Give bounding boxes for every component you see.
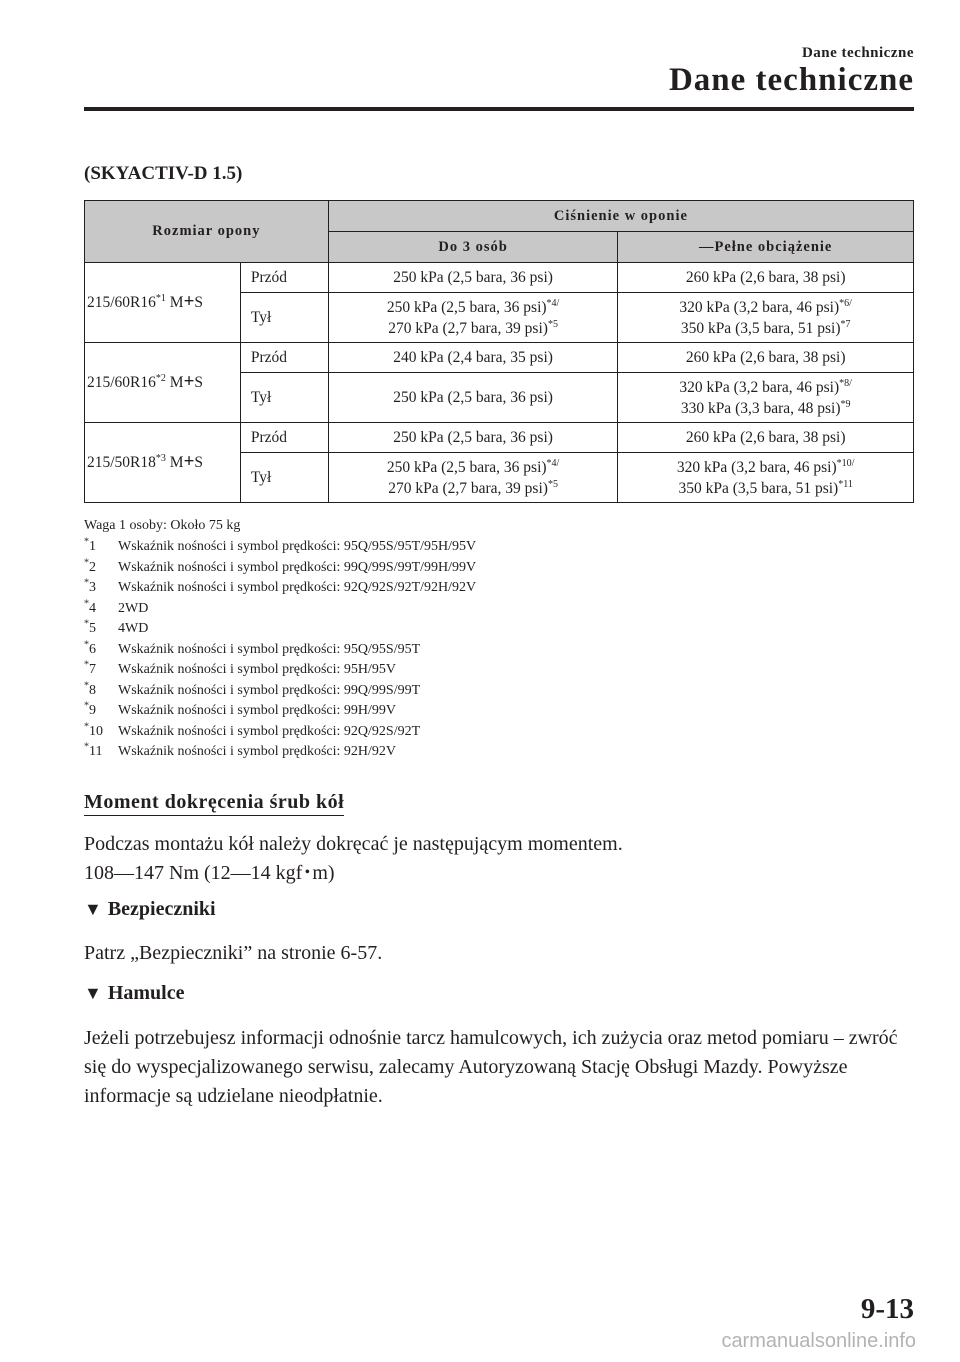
pressure-cell: 320 kPa (3,2 bara, 46 psi)$^{*6/}$ 350 kPa (3,5 bara, 51 psi)$^{*7}$ [618,293,914,343]
header-section: Dane techniczne [801,45,914,61]
tyre-pressure-table [84,200,914,503]
footnote-item [84,578,476,599]
brakes-text: Jeżeli potrzebujesz informacji odnośnie tarcz hamulcowych, ich zużycia oraz metod pomiaru – zwróć się do wyspecjalizowanego serwisu, zalecamy Autoryzowaną Stację Obsługi Mazdy. Powyższe informacje są udzielane nieodpłatnie. [84,1027,898,1107]
footnote-item [84,619,476,640]
footnote-marker: *5 [84,618,96,636]
footnote-item [84,537,476,558]
footnote-item [84,681,476,702]
position-front: Przód [240,263,328,293]
footnote-text: Wskaźnik nośności i symbol prędkości: 92Q/92S/92T [118,723,421,739]
plus-sign-icon: + [183,291,195,312]
footnote-text: 2WD [118,600,149,616]
pressure-cell: 260 kPa (2,6 bara, 38 psi) [618,343,914,373]
footnote-item [84,660,476,681]
plus-sign-icon: + [183,371,195,392]
footnote-marker: *1 [84,536,96,554]
footnote-text: Wskaźnik nośności i symbol prędkości: 95Q/95S/95T [118,641,421,657]
footnote-text: Wskaźnik nośności i symbol prędkości: 99Q/99S/99T/99H/99V [118,559,477,575]
footnote-item [84,742,476,763]
pressure-cell: 250 kPa (2,5 bara, 36 psi)$^{*4/}$ 270 kPa (2,7 bara, 39 psi)$^{*5}$ [328,293,618,343]
footnote-text: 4WD [118,621,149,636]
pressure-cell: 240 kPa (2,4 bara, 35 psi) [328,343,618,373]
tyre-size-cell: 215/60R16$^{*1}$ M+S [85,263,241,343]
position-rear: Tył [240,293,328,343]
pressure-cell: 260 kPa (2,6 bara, 38 psi) [618,263,914,293]
footnote-text: Wskaźnik nośności i symbol prędkości: 92H/92V [118,744,397,759]
torque-text: Podczas montażu kół należy dokręcać je następującym momentem. 108―147 Nm (12―14 kgf･m) [84,833,623,884]
footnote-marker: *9 [84,700,96,718]
footnote-item [84,701,476,722]
position-rear: Tył [240,373,328,423]
footnote-marker: *11 [84,741,103,759]
pressure-cell: 320 kPa (3,2 bara, 46 psi)$^{*8/}$ 330 kPa (3,3 bara, 48 psi)$^{*9}$ [618,373,914,423]
footnote-marker: *2 [84,556,96,575]
footnote-marker: *8 [84,679,96,698]
footnote-text: Wskaźnik nośności i symbol prędkości: 92Q/92S/92T/92H/92V [118,580,477,595]
footnote-marker: *6 [84,638,96,657]
col-upto3: Do 3 osób [328,232,618,263]
footnote-marker: *7 [84,659,96,677]
triangle-down-icon: ▼ [84,899,102,919]
footnote-marker: *10 [84,720,103,739]
footnote-marker: *4 [84,597,96,616]
position-front: Przód [240,423,328,453]
footnote-text: Wskaźnik nośności i symbol prędkości: 99H/99V [118,703,397,718]
page-number: 9-13 [860,1293,914,1325]
pressure-cell: 320 kPa (3,2 bara, 46 psi)$^{*10/}$ 350 kPa (3,5 bara, 51 psi)$^{*11}$ [618,453,914,503]
col-tyre-size: Rozmiar opony [85,201,329,263]
col-pressure: Ciśnienie w oponie [328,201,913,232]
footnote-item [84,640,476,661]
pressure-cell: 260 kPa (2,6 bara, 38 psi) [618,423,914,453]
plus-sign-icon: + [183,451,195,472]
col-full-load: ―Pełne obciążenie [618,232,914,263]
position-rear: Tył [240,453,328,503]
footnote-item [84,722,476,743]
brakes-heading: ▼ Hamulce [84,982,185,1004]
header-rule [84,107,914,111]
fuses-text: Patrz „Bezpieczniki” na stronie 6-57. [84,942,383,964]
pressure-cell: 250 kPa (2,5 bara, 36 psi) [328,373,618,423]
footnotes-list [84,537,476,763]
position-front: Przód [240,343,328,373]
fuses-heading: ▼ Bezpieczniki [84,898,216,920]
pressure-cell: 250 kPa (2,5 bara, 36 psi) [328,423,618,453]
footnote-text: Wskaźnik nośności i symbol prędkości: 95H/95V [118,662,397,677]
tyre-size-cell: 215/60R16$^{*2}$ M+S [85,343,241,423]
tyre-size-cell: 215/50R18$^{*3}$ M+S [85,423,241,503]
chapter-title: Dane techniczne [668,62,914,98]
footnote-item [84,558,476,579]
footnote-text: Wskaźnik nośności i symbol prędkości: 99Q/99S/99T [118,682,421,698]
pressure-cell: 250 kPa (2,5 bara, 36 psi) [328,263,618,293]
section-title: (SKYACTIV-D 1.5) [84,163,243,184]
weight-note: Waga 1 osoby: Około 75 kg [84,518,241,533]
footnote-item [84,599,476,620]
pressure-cell: 250 kPa (2,5 bara, 36 psi)$^{*4/}$ 270 kPa (2,7 bara, 39 psi)$^{*5}$ [328,453,618,503]
footnote-text: Wskaźnik nośności i symbol prędkości: 95Q/95S/95T/95H/95V [118,539,477,554]
watermark: carmanualsonline.info [721,1330,916,1352]
triangle-down-icon: ▼ [84,983,102,1003]
footnote-marker: *3 [84,577,96,595]
torque-heading: Moment dokręcenia śrub kół [84,791,344,816]
